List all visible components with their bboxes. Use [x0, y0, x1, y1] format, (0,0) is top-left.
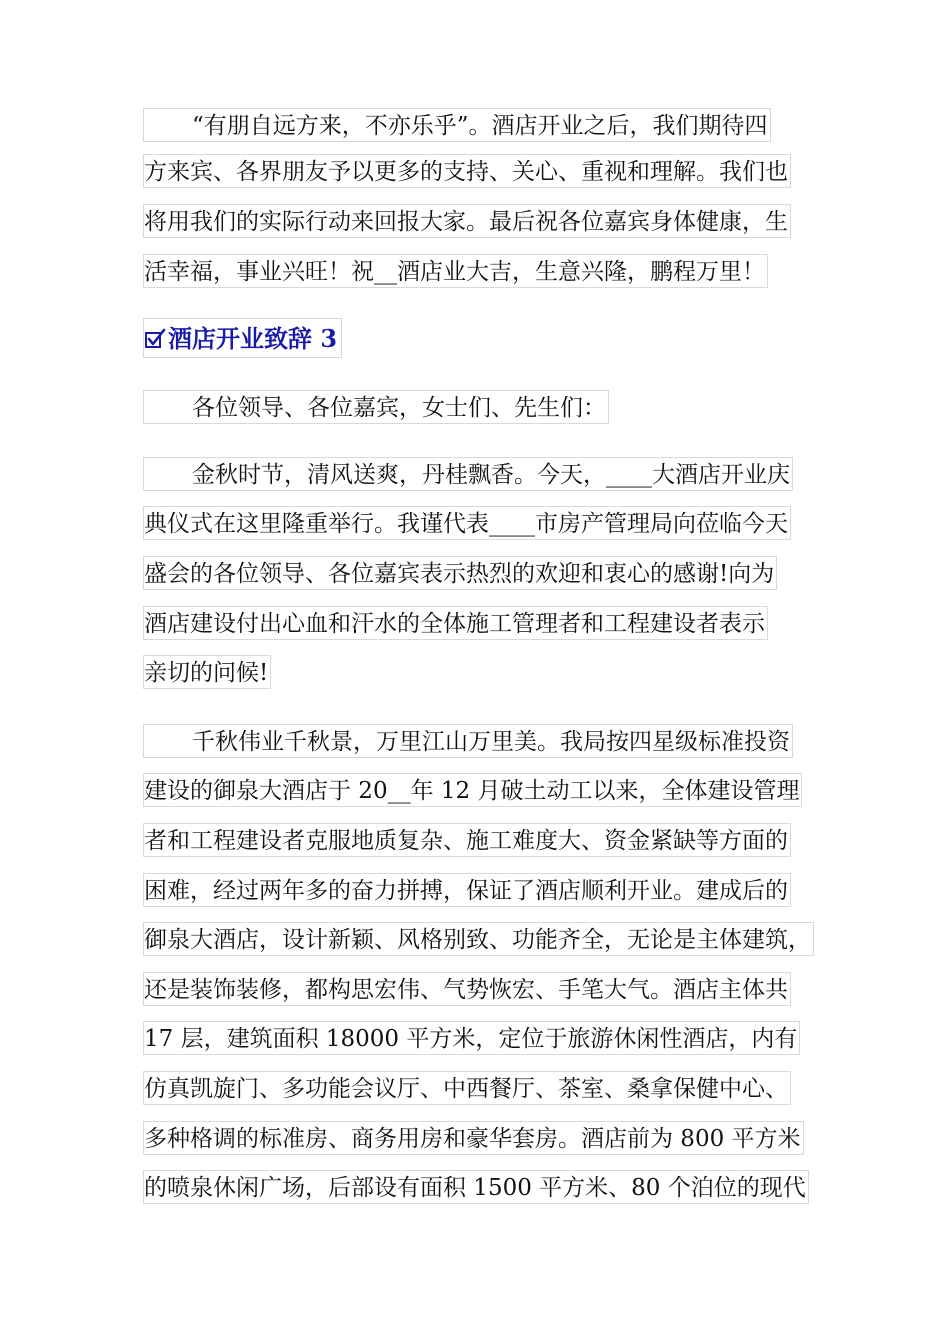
- text-line: 建设的御泉大酒店于 20__年 12 月破土动工以来，全体建设管理: [143, 773, 802, 807]
- text-line: 多种格调的标准房、商务用房和豪华套房。酒店前为 800 平方米: [143, 1121, 804, 1155]
- text-line: 亲切的问候!: [143, 655, 271, 689]
- section-heading: [143, 318, 342, 358]
- text-line: “有朋自远方来，不亦乐乎”。酒店开业之后，我们期待四: [143, 108, 771, 142]
- greeting-line: 各位领导、各位嘉宾，女士们、先生们：: [143, 390, 609, 424]
- section-heading-title: 酒店开业致辞 3: [168, 324, 338, 353]
- text-line: 金秋时节，清风送爽，丹桂飘香。今天，____大酒店开业庆: [143, 457, 793, 491]
- text-line: 仿真凯旋门、多功能会议厅、中西餐厅、茶室、桑拿保健中心、: [143, 1071, 791, 1105]
- text-line: 还是装饰装修，都构思宏伟、气势恢宏、手笔大气。酒店主体共: [143, 972, 791, 1006]
- text-line: 典仪式在这里隆重举行。我谨代表____市房产管理局向莅临今天: [143, 506, 791, 540]
- text-line: 千秋伟业千秋景，万里江山万里美。我局按四星级标准投资: [143, 724, 793, 758]
- text-line: 的喷泉休闲广场，后部设有面积 1500 平方米、80 个泊位的现代: [143, 1170, 809, 1204]
- text-line: 将用我们的实际行动来回报大家。最后祝各位嘉宾身体健康，生: [143, 204, 791, 238]
- text-line: 活幸福，事业兴旺！祝__酒店业大吉，生意兴隆，鹏程万里！: [143, 254, 768, 288]
- text-line: 盛会的各位领导、各位嘉宾表示热烈的欢迎和衷心的感谢!向为: [143, 556, 777, 590]
- text-line: 17 层，建筑面积 18000 平方米，定位于旅游休闲性酒店，内有: [143, 1021, 800, 1055]
- text-line: 者和工程建设者克服地质复杂、施工难度大、资金紧缺等方面的: [143, 823, 791, 857]
- text-line: 方来宾、各界朋友予以更多的支持、关心、重视和理解。我们也: [143, 154, 791, 188]
- text-line: 御泉大酒店，设计新颖、风格别致、功能齐全，无论是主体建筑，: [143, 922, 814, 956]
- text-line: 困难，经过两年多的奋力拼搏，保证了酒店顺利开业。建成后的: [143, 873, 791, 907]
- checkbox-checked-icon: [144, 328, 166, 350]
- text-line: 酒店建设付出心血和汗水的全体施工管理者和工程建设者表示: [143, 606, 768, 640]
